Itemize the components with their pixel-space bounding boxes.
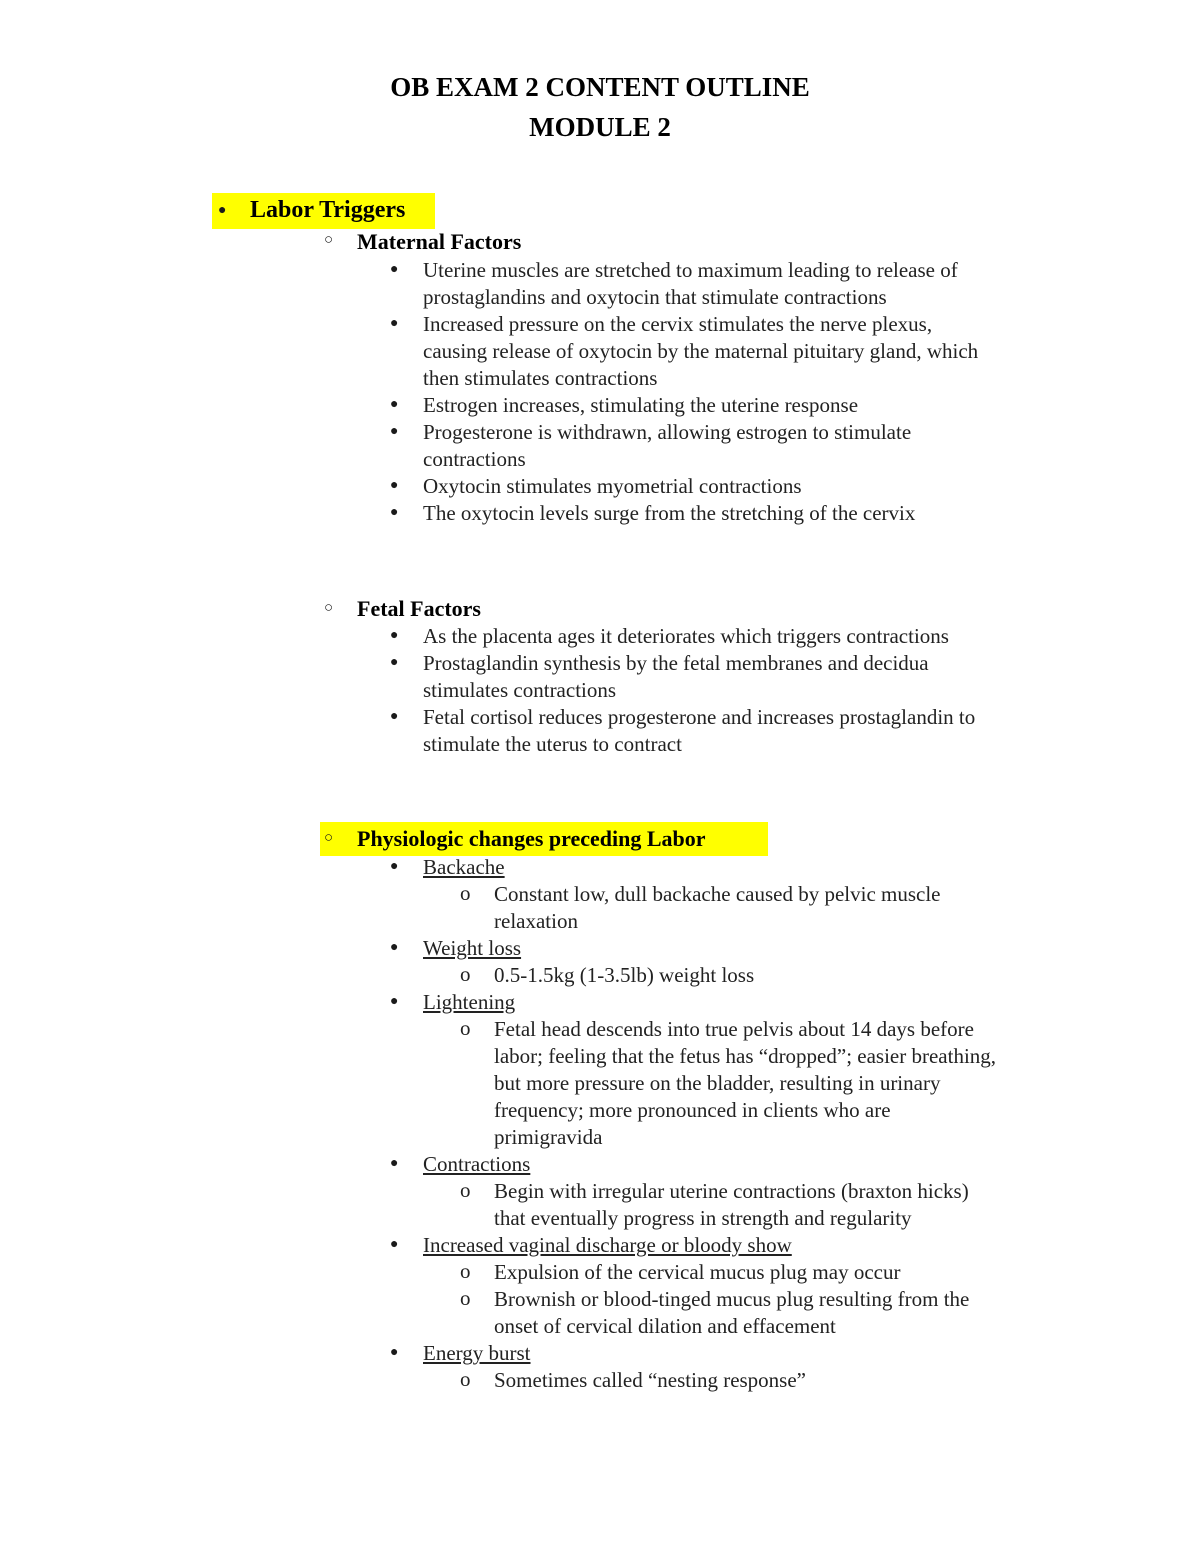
bullet-circle-icon: o <box>460 881 471 905</box>
bullet-circle-icon: o <box>460 1286 471 1310</box>
bullet-dot-icon: ● <box>390 859 399 874</box>
bullet-circle-icon: o <box>460 962 471 986</box>
bullet-circle-icon: o <box>460 1259 471 1283</box>
change-label: Backache <box>423 855 505 879</box>
bullet-dot-icon: ● <box>390 940 399 955</box>
list-item: contractions <box>423 447 526 471</box>
list-item: Progesterone is withdrawn, allowing estrogen to stimulate <box>423 420 912 444</box>
sub-list-item: Begin with irregular uterine contractions (braxton hicks) <box>494 1179 969 1203</box>
list-item: stimulates contractions <box>423 678 617 702</box>
bullet-circle-icon: o <box>460 1367 471 1391</box>
change-label: Increased vaginal discharge or bloody show <box>423 1233 792 1257</box>
sub-list-item: Constant low, dull backache caused by pelvic muscle <box>494 882 941 906</box>
bullet-dot-icon: ● <box>390 397 399 412</box>
bullet-circle-icon: o <box>460 1016 471 1040</box>
sub-list-item: frequency; more pronounced in clients who are <box>494 1098 891 1122</box>
bullet-dot-icon: ● <box>390 1237 399 1252</box>
bullet-dot-icon: ● <box>218 203 227 218</box>
sub-list-item: Brownish or blood-tinged mucus plug resulting from the <box>494 1287 970 1311</box>
sub-list-item: Sometimes called “nesting response” <box>494 1368 806 1392</box>
list-item: causing release of oxytocin by the maternal pituitary gland, which <box>423 339 979 363</box>
bullet-dot-icon: ● <box>390 709 399 724</box>
list-item: Oxytocin stimulates myometrial contractions <box>423 474 802 498</box>
document-title: OB EXAM 2 CONTENT OUTLINE <box>390 72 810 102</box>
bullet-dot-icon: ● <box>390 262 399 277</box>
sub-list-item: that eventually progress in strength and regularity <box>494 1206 912 1230</box>
list-item: The oxytocin levels surge from the stretching of the cervix <box>423 501 916 525</box>
list-item: As the placenta ages it deteriorates which triggers contractions <box>423 624 949 648</box>
sub-list-item: 0.5-1.5kg (1-3.5lb) weight loss <box>494 963 755 987</box>
document-subtitle: MODULE 2 <box>529 112 671 142</box>
change-label: Energy burst <box>423 1341 531 1365</box>
section-heading-physiologic-changes: Physiologic changes preceding Labor <box>357 826 706 851</box>
bullet-dot-icon: ● <box>390 628 399 643</box>
list-item: Prostaglandin synthesis by the fetal membranes and decidua <box>423 651 929 675</box>
section-heading-labor-triggers: Labor Triggers <box>250 197 406 223</box>
bullet-dot-icon: ● <box>390 655 399 670</box>
sub-list-item: but more pressure on the bladder, resulting in urinary <box>494 1071 941 1095</box>
bullet-circle-icon: o <box>460 1178 471 1202</box>
list-item: Increased pressure on the cervix stimulates the nerve plexus, <box>423 312 933 336</box>
bullet-dot-icon: ● <box>390 424 399 439</box>
bullet-circle-icon: ○ <box>324 830 334 846</box>
sub-list-item: labor; feeling that the fetus has “dropped”; easier breathing, <box>494 1044 997 1068</box>
bullet-dot-icon: ● <box>390 1156 399 1171</box>
list-item: prostaglandins and oxytocin that stimulate contractions <box>423 285 887 309</box>
list-item: Fetal cortisol reduces progesterone and increases prostaglandin to <box>423 705 976 729</box>
list-item: stimulate the uterus to contract <box>423 732 682 756</box>
change-label: Contractions <box>423 1152 531 1176</box>
list-item: Estrogen increases, stimulating the uterine response <box>423 393 859 417</box>
subheading-maternal-factors: Maternal Factors <box>357 229 522 254</box>
bullet-dot-icon: ● <box>390 994 399 1009</box>
sub-list-item: onset of cervical dilation and effacement <box>494 1314 836 1338</box>
bullet-dot-icon: ● <box>390 1345 399 1360</box>
sub-list-item: relaxation <box>494 909 578 933</box>
bullet-dot-icon: ● <box>390 316 399 331</box>
sub-list-item: Expulsion of the cervical mucus plug may occur <box>494 1260 901 1284</box>
bullet-dot-icon: ● <box>390 505 399 520</box>
sub-list-item: Fetal head descends into true pelvis about 14 days before <box>494 1017 974 1041</box>
list-item: Uterine muscles are stretched to maximum leading to release of <box>423 258 958 282</box>
change-label: Weight loss <box>423 936 522 960</box>
list-item: then stimulates contractions <box>423 366 658 390</box>
change-label: Lightening <box>423 990 516 1014</box>
bullet-dot-icon: ● <box>390 478 399 493</box>
sub-list-item: primigravida <box>494 1125 603 1149</box>
bullet-circle-icon: ○ <box>324 232 334 248</box>
bullet-circle-icon: ○ <box>324 600 334 616</box>
subheading-fetal-factors: Fetal Factors <box>357 596 481 621</box>
